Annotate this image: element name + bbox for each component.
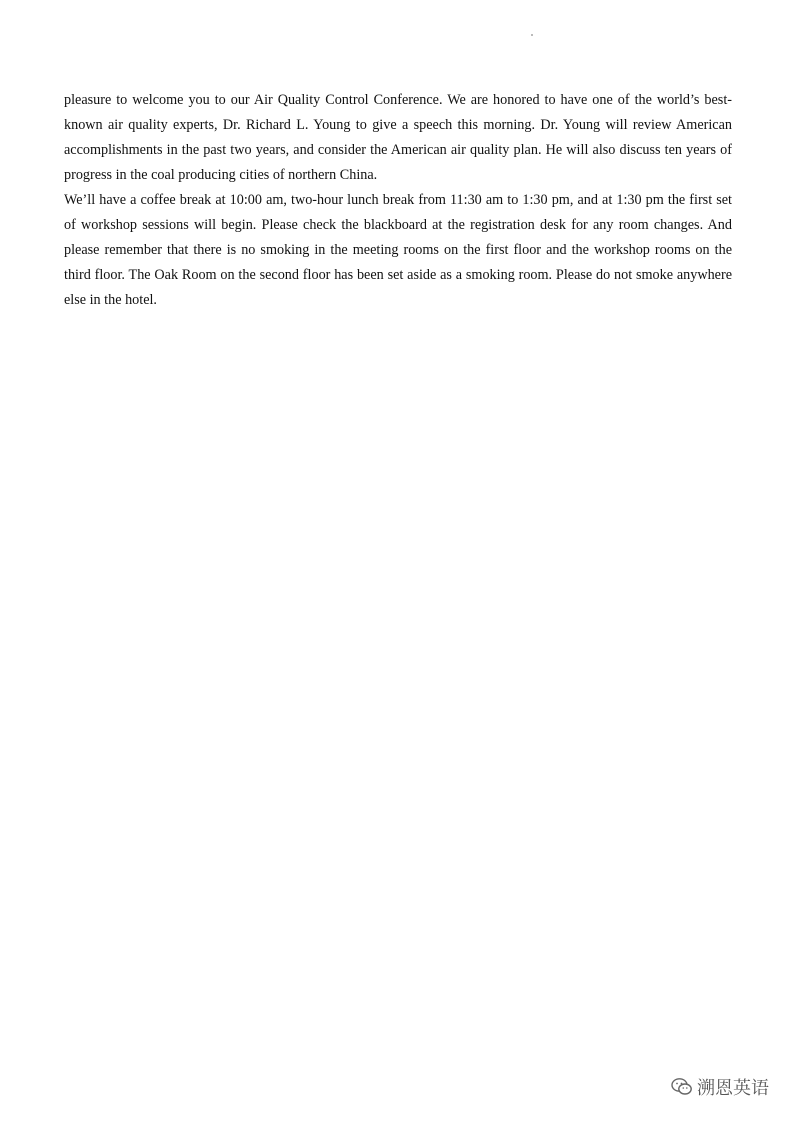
watermark xyxy=(671,1074,769,1100)
paragraph-1: pleasure to welcome you to our Air Quality Control Conference. We are honored to have one of the world’s best-known air quality experts, Dr. Richard L. Young to give a speech this morning. Dr. Young will review American accomplishments in the past two years, and consider the American air quality plan. He will also discuss ten years of progress in the coal producing cities of northern China. xyxy=(64,92,732,183)
wechat-icon xyxy=(671,1077,693,1097)
paragraph-2: We’ll have a coffee break at 10:00 am, two-hour lunch break from 11:30 am to 1:30 pm, and at 1:30 pm the first set of workshop sessions will begin. Please check the blackboard at the registration desk for any room changes. And please remember that there is no smoking in the meeting rooms on the first floor and the workshop rooms on the third floor. The Oak Room on the second floor has been set aside as a smoking room. Please do not smoke anywhere else in the hotel. xyxy=(64,192,732,308)
watermark-text: 溯恩英语 xyxy=(697,1078,769,1099)
page-dot xyxy=(531,34,533,36)
document-body xyxy=(64,88,732,313)
